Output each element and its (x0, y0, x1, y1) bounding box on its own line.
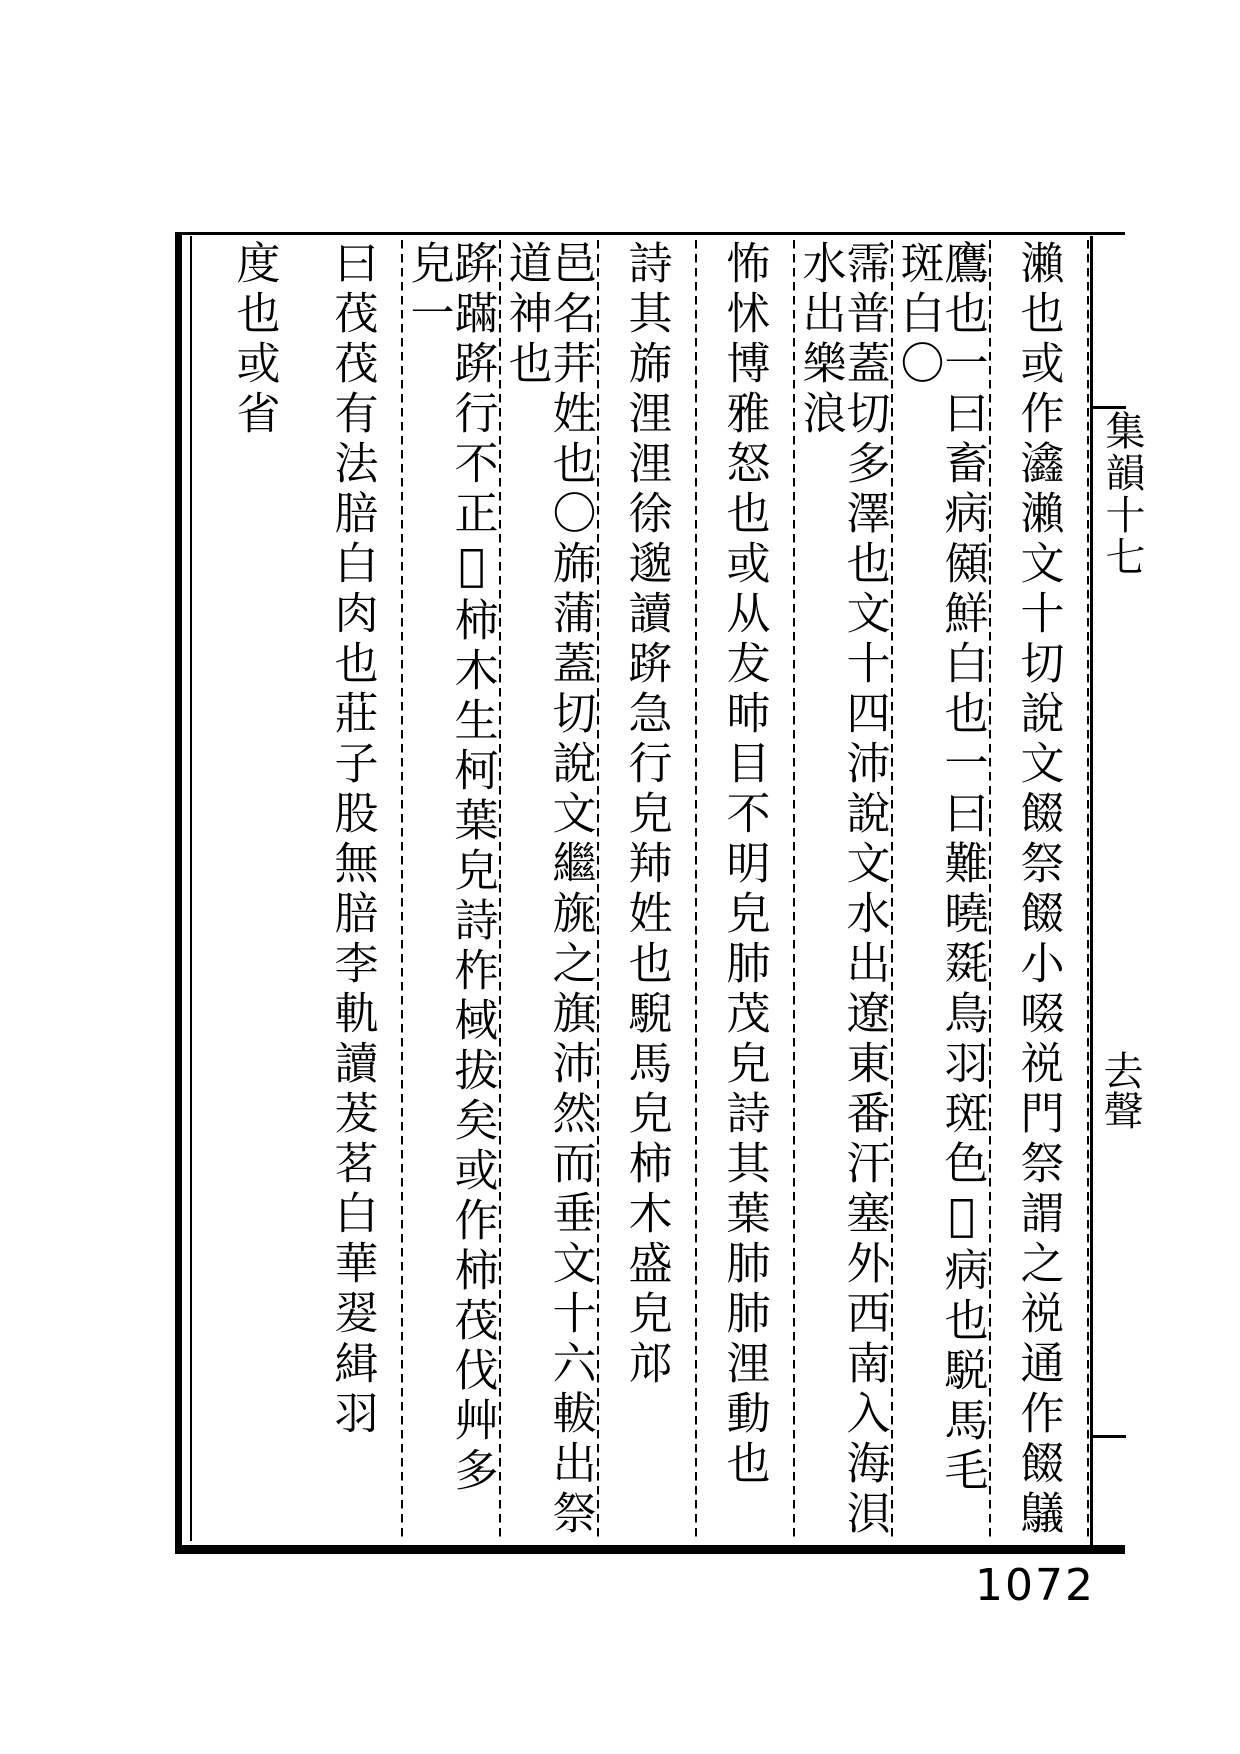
column-2 (892, 240, 987, 1540)
fishtail-mark-top (1090, 406, 1126, 409)
column-6 (500, 240, 595, 1540)
column-separator (1087, 240, 1089, 1540)
column-separator (597, 240, 599, 1540)
column-8 (304, 240, 399, 1540)
page-number: 1072 (975, 1560, 1095, 1611)
column-3 (794, 240, 889, 1540)
column-text: 度也或省 (228, 240, 280, 440)
margin-mark: 去聲 (1097, 1050, 1143, 1130)
column-text: 䟸蹣䟸行不正𢪀柿木生柯葉皃詩柞棫拔矣或作柿茷伐艸多皃一 (402, 240, 498, 1497)
column-1 (990, 240, 1085, 1540)
column-5 (598, 240, 693, 1540)
column-text: 瀨也或作𤅺瀨文十切說文餟祭餟小啜祱門祭謂之祱通作餟鸃 (1012, 240, 1064, 1540)
column-text: 曰茷茷有法䏽白肉也莊子股無䏽李軌讀茇茗白華翇緝羽 (326, 240, 378, 1440)
column-text: 鷹也一曰畜病䫛鮮白也一曰難曉毲鳥羽斑色𡣝病也駾馬毛斑白〇 (892, 240, 988, 1497)
column-separator (989, 240, 991, 1540)
column-separator (499, 240, 501, 1540)
column-text: 霈普蓋切多澤也文十四沛說文水出遼東番汗塞外西南入海浿水出樂浪 (794, 240, 890, 1540)
column-text: 怖怵博雅怒也或从犮昁目不明皃肺茂皃詩其葉肺肺浬動也 (718, 240, 770, 1490)
column-separator (891, 240, 893, 1540)
column-7 (402, 240, 497, 1540)
column-9 (206, 240, 301, 1540)
fishtail-mark-bottom (1090, 1435, 1126, 1438)
column-separator (695, 240, 697, 1540)
margin-title: 集韻十七 (1099, 410, 1145, 578)
column-separator (401, 240, 403, 1540)
column-text: 邑名茾姓也〇旆蒲蓋切說文繼旐之旗沛然而垂文十六軷出祭道神也 (500, 240, 596, 1540)
column-separator (793, 240, 795, 1540)
frame-inner-line (190, 236, 192, 1541)
text-columns (200, 240, 1090, 1540)
column-4 (696, 240, 791, 1540)
column-text: 詩其旆浬浬徐邈讀䟸急行皃䍨姓也䮘馬皃柿木盛皃邟 (620, 240, 672, 1390)
